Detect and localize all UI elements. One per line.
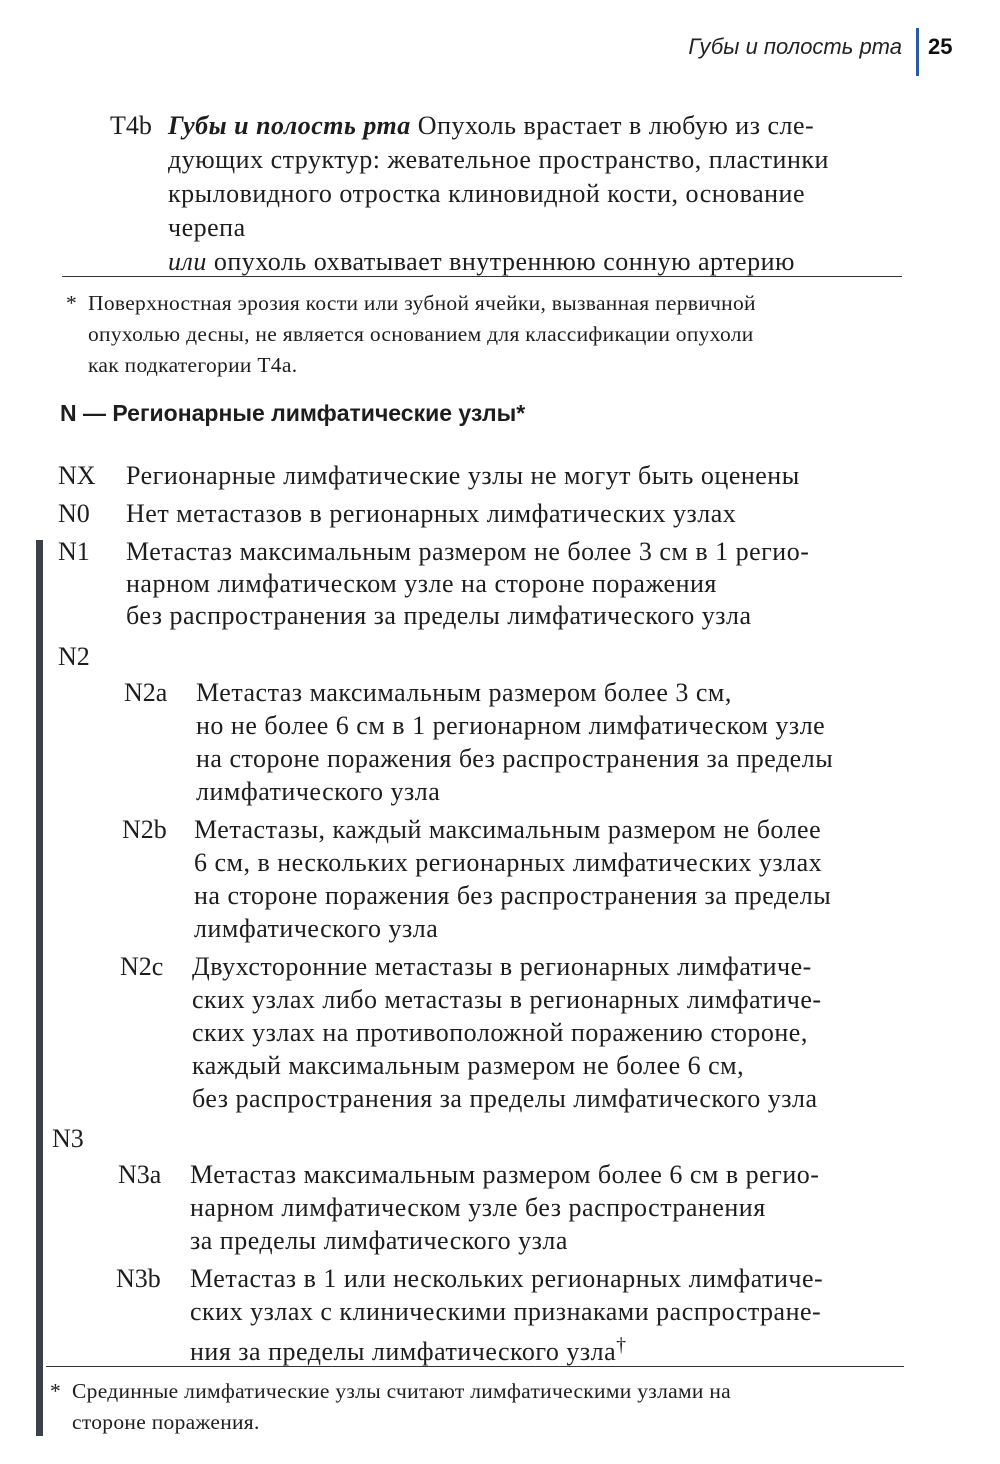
n2b-line-1: Метастазы, каждый максимальным размером не более [194, 815, 822, 844]
n2a-line-2: но не более 6 см в 1 регионарном лимфатическом узле [196, 711, 826, 740]
t4b-bold-label: Губы и полость рта [168, 111, 411, 140]
n3b-line-3 [190, 1328, 627, 1369]
n3a-line-1: Метастаз максимальным размером более 6 см в регио- [190, 1160, 820, 1189]
nx-code: NX [58, 461, 96, 490]
n1-line-2: нарном лимфатическом узле на стороне поражения [126, 569, 717, 598]
n3a-line-2: нарном лимфатическом узле без распространения [190, 1193, 766, 1222]
n3a-code: N3a [118, 1160, 162, 1189]
footnote-2-line-1: Срединные лимфатические узлы считают лимфатическими узлами на [72, 1379, 731, 1403]
n0-code: N0 [58, 499, 90, 528]
t4b-divider [62, 276, 902, 277]
header-divider [916, 28, 919, 76]
n2b-line-2: 6 см, в нескольких регионарных лимфатических узлах [194, 848, 823, 877]
t4b-or-word: или [168, 247, 207, 276]
t4b-line-5 [168, 245, 795, 279]
footnote-2-star: * [50, 1379, 62, 1403]
dagger-mark: † [616, 1334, 627, 1356]
t4b-line-1-rest: Опухоль врастает в любую из сле- [410, 111, 815, 140]
n1-line-3: без распространения за пределы лимфатического узла [126, 601, 752, 630]
t4b-line-1 [168, 109, 814, 143]
t4b-line-3: крыловидного отростка клиновидной кости, основание [168, 179, 805, 208]
n3b-line-3-text: ния за пределы лимфатического узла [190, 1337, 617, 1366]
t4b-code: T4b [110, 111, 152, 140]
sidebar-marker [36, 540, 43, 1436]
t4b-line-4: черепа [168, 213, 246, 242]
n2c-line-3: ских узлах на противоположной поражению стороне, [192, 1018, 808, 1047]
running-header-title: Губы и полость рта [688, 34, 902, 59]
page-number: 25 [928, 34, 953, 59]
n3b-code: N3b [116, 1264, 161, 1293]
n3-code: N3 [52, 1124, 84, 1153]
footnote-1-line-2: опухолью десны, не является основанием для классификации опухоли [88, 322, 754, 346]
footnote-2-line-2: стороне поражения. [72, 1410, 260, 1434]
nx-line-1: Регионарные лимфатические узлы не могут быть оценены [126, 461, 800, 490]
t4b-line-5-rest: опухоль охватывает внутреннюю сонную артерию [206, 247, 795, 276]
n1-line-1: Метастаз максимальным размером не более 3 см в 1 регио- [126, 537, 810, 566]
n2-code: N2 [58, 642, 90, 671]
n2a-line-4: лимфатического узла [196, 777, 441, 806]
t4b-line-2: дующих структур: жевательное пространство, пластинки [168, 145, 829, 174]
n2a-code: N2a [124, 678, 168, 707]
n2c-line-1: Двухсторонние метастазы в регионарных лимфатиче- [192, 952, 812, 981]
n0-line-1: Нет метастазов в регионарных лимфатических узлах [126, 499, 737, 528]
footnote-1-star: * [66, 291, 78, 315]
n2c-line-2: ских узлах либо метастазы в регионарных лимфатиче- [192, 985, 822, 1014]
n2b-code: N2b [122, 815, 167, 844]
n3b-line-1: Метастаз в 1 или нескольких регионарных лимфатиче- [190, 1264, 824, 1293]
n1-code: N1 [58, 537, 90, 566]
n2c-line-5: без распространения за пределы лимфатического узла [192, 1084, 818, 1113]
n3a-line-3: за пределы лимфатического узла [190, 1226, 568, 1255]
footnote-1-line-1: Поверхностная эрозия кости или зубной ячейки, вызванная первичной [88, 291, 756, 315]
footnote-1-line-3: как подкатегории T4a. [88, 353, 298, 377]
n2c-line-4: каждый максимальным размером не более 6 см, [192, 1051, 745, 1080]
n2b-line-4: лимфатического узла [194, 914, 439, 943]
section-title: N — Регионарные лимфатические узлы* [60, 400, 526, 426]
n2a-line-3: на стороне поражения без распространения за пределы [196, 744, 834, 773]
n2b-line-3: на стороне поражения без распространения за пределы [194, 881, 832, 910]
n2c-code: N2c [120, 952, 164, 981]
n3b-line-2: ских узлах с клиническими признаками распростране- [190, 1297, 822, 1326]
n2a-line-1: Метастаз максимальным размером более 3 см, [196, 678, 732, 707]
n-section-divider [46, 1366, 904, 1367]
